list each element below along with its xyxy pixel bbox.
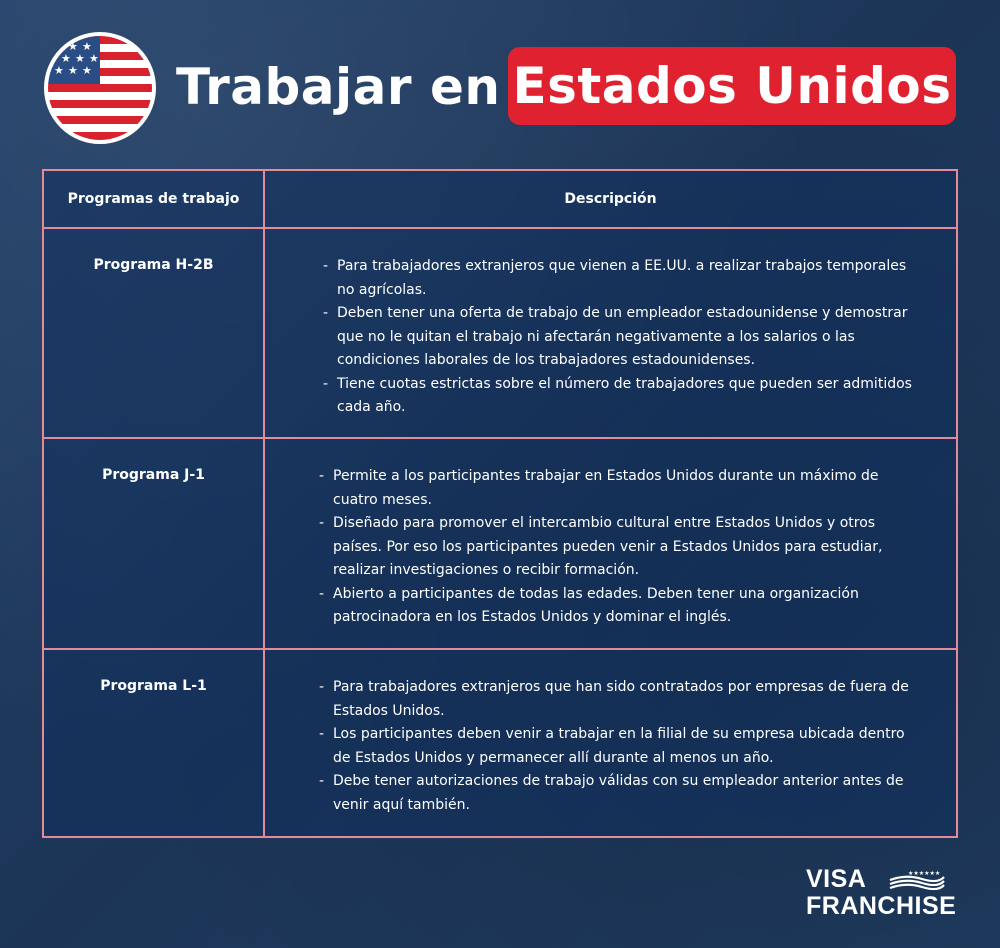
table-row	[43, 438, 957, 649]
list-item: - Abierto a participantes de todas las edades. Deben tener una organización patrocinadora en los Estados Unidos y dominar el inglés.	[319, 583, 916, 630]
list-item: - Para trabajadores extranjeros que vienen a EE.UU. a realizar trabajos temporales no agrícolas.	[323, 255, 916, 302]
program-name: Programa H-2B	[43, 228, 264, 438]
flag-wave-icon	[886, 868, 946, 892]
list-item: - Permite a los participantes trabajar en Estados Unidos durante un máximo de cuatro meses.	[319, 465, 916, 512]
program-description	[264, 228, 957, 438]
program-description	[264, 649, 957, 837]
list-item: - Diseñado para promover el intercambio cultural entre Estados Unidos y otros países. Por eso los participantes pueden venir a Estados Unidos para estudiar, realizar investigaciones o recibir formación.	[319, 512, 916, 583]
svg-text:★: ★	[68, 40, 78, 53]
list-item: - Deben tener una oferta de trabajo de un empleador estadounidense y demostrar que no le quitan el trabajo ni afectarán negativamente a los salarios o las condiciones laborales de los trabajadores estadounidenses.	[323, 302, 916, 373]
program-name: Programa L-1	[43, 649, 264, 837]
table-header-row	[43, 170, 957, 228]
description-list	[323, 255, 916, 420]
logo-line-visa: VISA	[806, 865, 867, 893]
column-header-description: Descripción	[264, 170, 957, 228]
svg-text:★: ★	[54, 40, 64, 53]
program-name: Programa J-1	[43, 438, 264, 649]
svg-text:★★★★★★: ★★★★★★	[908, 870, 941, 877]
svg-text:★: ★	[68, 64, 78, 77]
programs-table	[42, 169, 958, 838]
column-header-programs: Programas de trabajo	[43, 170, 264, 228]
svg-text:★: ★	[75, 52, 85, 65]
list-item: - Los participantes deben venir a trabajar en la filial de su empresa ubicada dentro de Estados Unidos y permanecer allí durante al menos un año.	[319, 723, 916, 770]
list-item: - Para trabajadores extranjeros que han sido contratados por empresas de fuera de Estados Unidos.	[319, 676, 916, 723]
svg-text:★: ★	[89, 52, 99, 65]
svg-text:★: ★	[61, 52, 71, 65]
page-title-highlight: Estados Unidos	[508, 47, 956, 125]
table-row	[43, 649, 957, 837]
description-list	[319, 465, 916, 630]
svg-text:★: ★	[82, 40, 92, 53]
page-title: Trabajar en	[176, 58, 501, 116]
logo-line-franchise: FRANCHISE	[806, 892, 957, 920]
list-item: - Tiene cuotas estrictas sobre el número de trabajadores que pueden ser admitidos cada año.	[323, 373, 916, 420]
description-list	[319, 676, 916, 817]
program-description	[264, 438, 957, 649]
svg-text:★: ★	[54, 64, 64, 77]
list-item: - Debe tener autorizaciones de trabajo válidas con su empleador anterior antes de venir aquí también.	[319, 770, 916, 817]
table-row	[43, 228, 957, 438]
visa-franchise-logo	[806, 866, 958, 922]
svg-text:★: ★	[82, 64, 92, 77]
us-flag-icon	[44, 32, 156, 144]
